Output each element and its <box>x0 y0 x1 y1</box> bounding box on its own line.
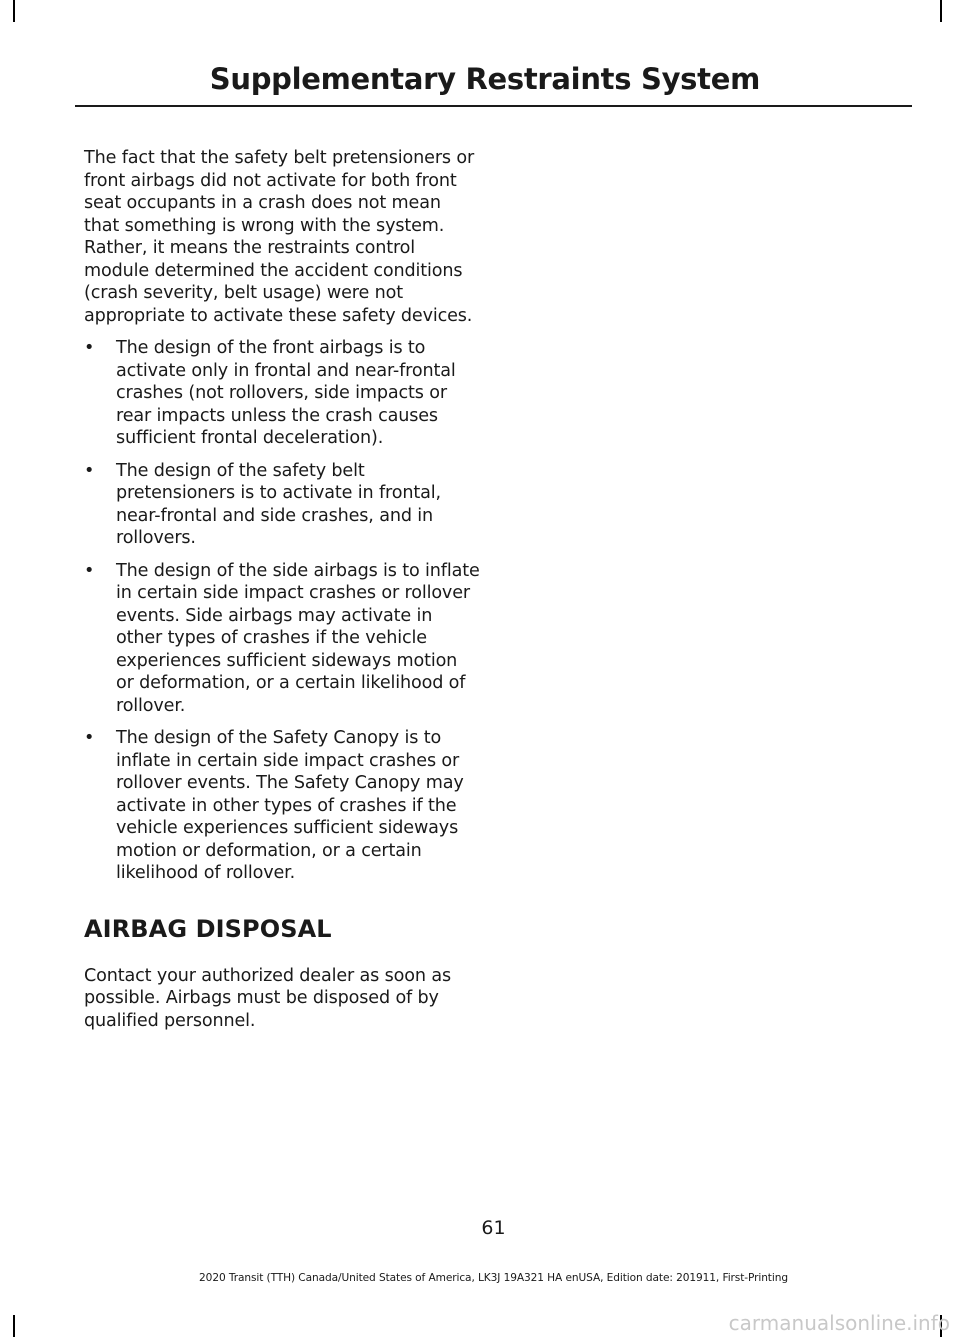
list-item <box>84 337 480 450</box>
page-content <box>84 147 480 1042</box>
list-item-text: The design of the safety belt pretensioners is to activate in frontal, near-frontal and side crashes, and in rollovers. <box>116 460 441 548</box>
section-paragraph: Contact your authorized dealer as soon as possible. Airbags must be disposed of by qualified personnel. <box>84 965 451 1031</box>
crop-mark-top-left <box>13 0 15 22</box>
intro-paragraph: The fact that the safety belt pretensioners or front airbags did not activate for both front seat occupants in a crash does not mean that something is wrong with the system. Rather, it means the restraints control module determined the accident conditions (crash severity, belt usage) were not appropriate to activate these safety devices. <box>84 148 475 326</box>
list-item-text: The design of the side airbags is to inflate in certain side impact crashes or rollover events. Side airbags may activate in other types of crashes if the vehicle experiences sufficient sideways motion or deformation, or a certain likelihood of rollover. <box>116 560 480 716</box>
section-heading: AIRBAG DISPOSAL <box>84 914 332 943</box>
watermark-text[interactable]: carmanualsonline.info <box>728 1311 950 1335</box>
bullet-icon: • <box>84 460 95 481</box>
list-item-text: The design of the front airbags is to activate only in frontal and near-frontal crashes (not rollovers, side impacts or rear impacts unless the crash causes sufficient frontal deceleration). <box>116 338 456 448</box>
header-divider <box>75 105 912 107</box>
bullet-list <box>84 337 480 885</box>
edition-footer: 2020 Transit (TTH) Canada/United States of America, LK3J 19A321 HA enUSA, Edition date: 201911, First-Printing <box>199 1272 788 1284</box>
crop-mark-bottom-left <box>13 1315 15 1337</box>
page-header-title: Supplementary Restraints System <box>209 62 760 96</box>
list-item-text: The design of the Safety Canopy is to inflate in certain side impact crashes or rollover events. The Safety Canopy may activate in other types of crashes if the vehicle experiences sufficient sideways motion or deformation, or a certain likelihood of rollover. <box>116 728 464 883</box>
bullet-icon: • <box>84 560 95 581</box>
bullet-icon: • <box>84 728 95 748</box>
list-item <box>84 460 480 550</box>
crop-mark-top-right <box>940 0 942 22</box>
list-item <box>84 727 480 885</box>
list-item <box>84 560 480 718</box>
bullet-icon: • <box>84 338 95 358</box>
page-number: 61 <box>481 1217 506 1239</box>
